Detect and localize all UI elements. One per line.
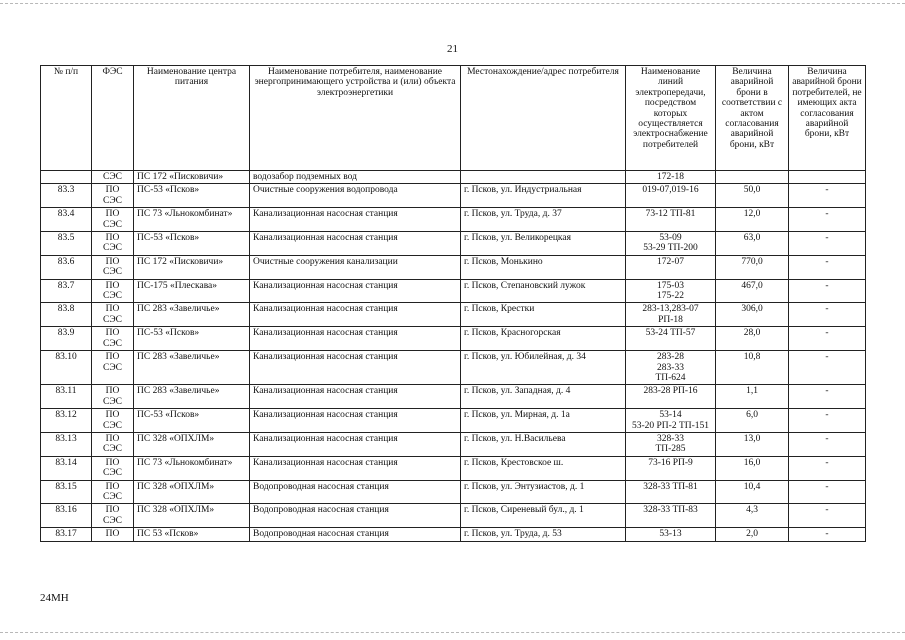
cell-num: 83.6	[41, 255, 92, 279]
cell-emergency: 306,0	[716, 303, 789, 327]
cell-center: ПС 328 «ОПХЛМ»	[134, 504, 250, 528]
table-row	[41, 279, 866, 303]
cell-fes: ПО СЭС	[92, 232, 134, 256]
cell-address: г. Псков, ул. Индустриальная	[461, 184, 626, 208]
emergency-reserve-table	[40, 65, 866, 542]
cell-emergency: 63,0	[716, 232, 789, 256]
cell-no-act: -	[789, 504, 866, 528]
cell-center: ПС 283 «Завеличье»	[134, 385, 250, 409]
cell-center: ПС 172 «Писковичи»	[134, 255, 250, 279]
cell-consumer: Канализационная насосная станция	[250, 409, 461, 433]
cell-emergency: 1,1	[716, 385, 789, 409]
cell-num: 83.5	[41, 232, 92, 256]
cell-lines: 172-18	[626, 171, 716, 184]
cell-consumer: Водопроводная насосная станция	[250, 480, 461, 504]
cell-address: г. Псков, Сиреневый бул., д. 1	[461, 504, 626, 528]
header-lines: Наименование линий электропередачи, посредством которых осуществляется электроснабжение потребителей	[626, 66, 716, 171]
header-center: Наименование центра питания	[134, 66, 250, 171]
cell-num: 83.13	[41, 432, 92, 456]
cell-num: 83.8	[41, 303, 92, 327]
cell-center: ПС 53 «Псков»	[134, 528, 250, 541]
cell-no-act: -	[789, 385, 866, 409]
cell-lines: 53-09 53-29 ТП-200	[626, 232, 716, 256]
cell-no-act: -	[789, 409, 866, 433]
table-row	[41, 208, 866, 232]
cell-lines: 283-28 283-33 ТП-624	[626, 351, 716, 385]
cell-center: ПС 283 «Завеличье»	[134, 351, 250, 385]
cell-lines: 019-07,019-16	[626, 184, 716, 208]
page-number: 21	[447, 43, 458, 55]
cell-num	[41, 171, 92, 184]
cell-no-act: -	[789, 255, 866, 279]
cell-emergency: 4,3	[716, 504, 789, 528]
cell-consumer: Канализационная насосная станция	[250, 208, 461, 232]
cell-consumer: Канализационная насосная станция	[250, 351, 461, 385]
header-emergency: Величина аварийной брони в соответствии с актом согласования аварийной брони, кВт	[716, 66, 789, 171]
cell-lines: 53-13	[626, 528, 716, 541]
scan-edge-bottom	[0, 632, 905, 633]
cell-fes: ПО СЭС	[92, 409, 134, 433]
table-row	[41, 504, 866, 528]
cell-fes: ПО СЭС	[92, 480, 134, 504]
cell-fes: ПО СЭС	[92, 279, 134, 303]
table-body	[41, 171, 866, 542]
table-row	[41, 351, 866, 385]
table-row	[41, 409, 866, 433]
cell-center: ПС 328 «ОПХЛМ»	[134, 432, 250, 456]
cell-address: г. Псков, ул. Великорецкая	[461, 232, 626, 256]
cell-num: 83.10	[41, 351, 92, 385]
cell-address: г. Псков, ул. Н.Васильева	[461, 432, 626, 456]
cell-lines: 175-03 175-22	[626, 279, 716, 303]
cell-no-act: -	[789, 232, 866, 256]
table-row	[41, 255, 866, 279]
table-row	[41, 432, 866, 456]
cell-consumer: Канализационная насосная станция	[250, 303, 461, 327]
cell-lines: 283-28 РП-16	[626, 385, 716, 409]
cell-address: г. Псков, ул. Юбилейная, д. 34	[461, 351, 626, 385]
table-row	[41, 385, 866, 409]
cell-center: ПС-53 «Псков»	[134, 232, 250, 256]
cell-center: ПС-53 «Псков»	[134, 184, 250, 208]
cell-no-act: -	[789, 208, 866, 232]
table-row	[41, 184, 866, 208]
cell-no-act	[789, 171, 866, 184]
cell-consumer: Очистные сооружения водопровода	[250, 184, 461, 208]
cell-center: ПС 328 «ОПХЛМ»	[134, 480, 250, 504]
cell-center: ПС 73 «Льнокомбинат»	[134, 208, 250, 232]
cell-consumer: Канализационная насосная станция	[250, 279, 461, 303]
cell-emergency: 28,0	[716, 327, 789, 351]
cell-consumer: Очистные сооружения канализации	[250, 255, 461, 279]
cell-address: г. Псков, ул. Труда, д. 53	[461, 528, 626, 541]
cell-emergency: 50,0	[716, 184, 789, 208]
cell-consumer: Канализационная насосная станция	[250, 432, 461, 456]
cell-lines: 328-33 ТП-83	[626, 504, 716, 528]
cell-center: ПС-53 «Псков»	[134, 327, 250, 351]
cell-fes: ПО СЭС	[92, 456, 134, 480]
cell-num: 83.16	[41, 504, 92, 528]
cell-lines: 73-16 РП-9	[626, 456, 716, 480]
table-row	[41, 456, 866, 480]
table-row	[41, 528, 866, 541]
cell-no-act: -	[789, 432, 866, 456]
cell-num: 83.9	[41, 327, 92, 351]
cell-address: г. Псков, Степановский лужок	[461, 279, 626, 303]
cell-fes: ПО СЭС	[92, 351, 134, 385]
cell-address: г. Псков, ул. Мирная, д. 1а	[461, 409, 626, 433]
cell-center: ПС-53 «Псков»	[134, 409, 250, 433]
table-row	[41, 480, 866, 504]
cell-no-act: -	[789, 528, 866, 541]
header-address: Местонахождение/адрес потребителя	[461, 66, 626, 171]
cell-emergency: 10,8	[716, 351, 789, 385]
header-no-act: Величина аварийной брони потребителей, не имеющих акта согласования аварийной брони, кВт	[789, 66, 866, 171]
cell-no-act: -	[789, 351, 866, 385]
cell-address: г. Псков, Красногорская	[461, 327, 626, 351]
cell-address: г. Псков, ул. Труда, д. 37	[461, 208, 626, 232]
cell-lines: 328-33 ТП-81	[626, 480, 716, 504]
cell-address: г. Псков, Крестки	[461, 303, 626, 327]
cell-address: г. Псков, Монькино	[461, 255, 626, 279]
cell-lines: 53-24 ТП-57	[626, 327, 716, 351]
cell-emergency	[716, 171, 789, 184]
cell-num: 83.15	[41, 480, 92, 504]
table-header-row	[41, 66, 866, 171]
cell-num: 83.14	[41, 456, 92, 480]
cell-fes: СЭС	[92, 171, 134, 184]
cell-no-act: -	[789, 184, 866, 208]
cell-consumer: водозабор подземных вод	[250, 171, 461, 184]
cell-no-act: -	[789, 303, 866, 327]
scan-edge-top	[0, 3, 905, 4]
cell-num: 83.17	[41, 528, 92, 541]
cell-lines: 283-13,283-07 РП-18	[626, 303, 716, 327]
cell-fes: ПО	[92, 528, 134, 541]
cell-center: ПС 73 «Льнокомбинат»	[134, 456, 250, 480]
cell-fes: ПО СЭС	[92, 504, 134, 528]
cell-emergency: 10,4	[716, 480, 789, 504]
cell-emergency: 2,0	[716, 528, 789, 541]
cell-num: 83.4	[41, 208, 92, 232]
cell-consumer: Канализационная насосная станция	[250, 327, 461, 351]
cell-emergency: 12,0	[716, 208, 789, 232]
cell-num: 83.3	[41, 184, 92, 208]
cell-fes: ПО СЭС	[92, 385, 134, 409]
cell-fes: ПО СЭС	[92, 432, 134, 456]
cell-center: ПС 283 «Завеличье»	[134, 303, 250, 327]
cell-no-act: -	[789, 480, 866, 504]
cell-fes: ПО СЭС	[92, 303, 134, 327]
header-consumer: Наименование потребителя, наименование энергопринимающего устройства и (или) объекта электроэнергетики	[250, 66, 461, 171]
cell-lines: 328-33 ТП-285	[626, 432, 716, 456]
header-num: № п/п	[41, 66, 92, 171]
cell-emergency: 770,0	[716, 255, 789, 279]
cell-no-act: -	[789, 456, 866, 480]
cell-fes: ПО СЭС	[92, 327, 134, 351]
table-row	[41, 327, 866, 351]
cell-consumer: Канализационная насосная станция	[250, 232, 461, 256]
footer-code: 24МН	[40, 592, 69, 604]
header-fes: ФЭС	[92, 66, 134, 171]
cell-num: 83.11	[41, 385, 92, 409]
cell-consumer: Канализационная насосная станция	[250, 385, 461, 409]
cell-consumer: Водопроводная насосная станция	[250, 504, 461, 528]
table-row	[41, 303, 866, 327]
cell-address	[461, 171, 626, 184]
cell-no-act: -	[789, 279, 866, 303]
cell-fes: ПО СЭС	[92, 208, 134, 232]
cell-lines: 172-07	[626, 255, 716, 279]
cell-address: г. Псков, ул. Энтузиастов, д. 1	[461, 480, 626, 504]
cell-no-act: -	[789, 327, 866, 351]
cell-emergency: 467,0	[716, 279, 789, 303]
cell-emergency: 13,0	[716, 432, 789, 456]
cell-address: г. Псков, ул. Западная, д. 4	[461, 385, 626, 409]
cell-consumer: Канализационная насосная станция	[250, 456, 461, 480]
cell-lines: 53-14 53-20 РП-2 ТП-151	[626, 409, 716, 433]
table-row	[41, 171, 866, 184]
cell-fes: ПО СЭС	[92, 184, 134, 208]
cell-num: 83.12	[41, 409, 92, 433]
table-row	[41, 232, 866, 256]
cell-consumer: Водопроводная насосная станция	[250, 528, 461, 541]
cell-center: ПС-175 «Плескава»	[134, 279, 250, 303]
cell-num: 83.7	[41, 279, 92, 303]
cell-emergency: 16,0	[716, 456, 789, 480]
cell-address: г. Псков, Крестовское ш.	[461, 456, 626, 480]
cell-emergency: 6,0	[716, 409, 789, 433]
cell-center: ПС 172 «Писковичи»	[134, 171, 250, 184]
cell-fes: ПО СЭС	[92, 255, 134, 279]
cell-lines: 73-12 ТП-81	[626, 208, 716, 232]
